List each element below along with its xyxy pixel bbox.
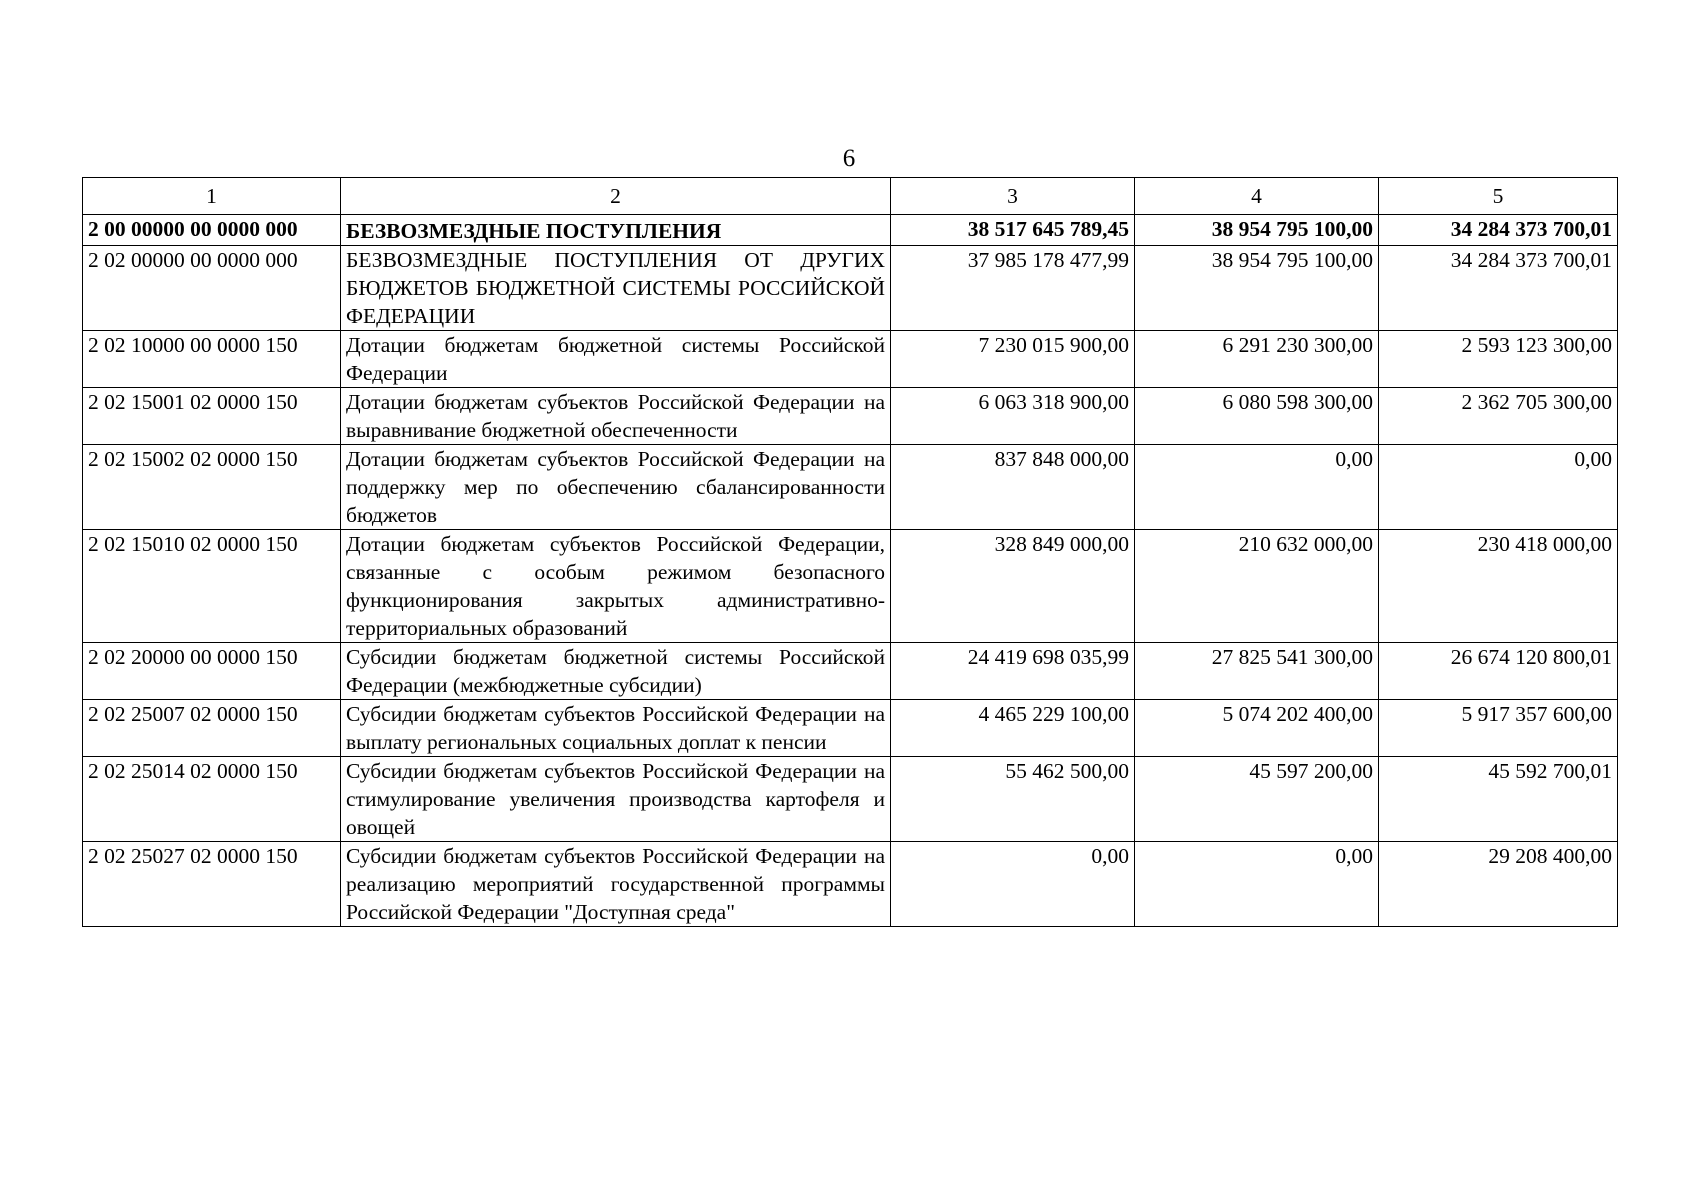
- amount-col-3: 37 985 178 477,99: [891, 246, 1135, 331]
- header-col-2: 2: [341, 178, 891, 215]
- amount-col-3: 24 419 698 035,99: [891, 643, 1135, 700]
- header-col-1: 1: [83, 178, 341, 215]
- amount-col-5: 230 418 000,00: [1379, 530, 1618, 643]
- amount-col-3: 6 063 318 900,00: [891, 388, 1135, 445]
- table-row: [83, 246, 1618, 331]
- item-name: БЕЗВОЗМЕЗДНЫЕ ПОСТУПЛЕНИЯ: [341, 215, 891, 246]
- header-col-4: 4: [1135, 178, 1379, 215]
- amount-col-4: 38 954 795 100,00: [1135, 215, 1379, 246]
- budget-code: 2 02 25014 02 0000 150: [83, 757, 341, 842]
- amount-col-5: 29 208 400,00: [1379, 842, 1618, 927]
- table-row: [83, 388, 1618, 445]
- budget-code: 2 02 15010 02 0000 150: [83, 530, 341, 643]
- amount-col-4: 6 291 230 300,00: [1135, 331, 1379, 388]
- amount-col-4: 6 080 598 300,00: [1135, 388, 1379, 445]
- item-name: Субсидии бюджетам субъектов Российской Федерации на стимулирование увеличения производства картофеля и овощей: [341, 757, 891, 842]
- table-row: [83, 331, 1618, 388]
- item-name: Дотации бюджетам субъектов Российской Федерации, связанные с особым режимом безопасного функционирования закрытых административно-территориальных образований: [341, 530, 891, 643]
- amount-col-4: 0,00: [1135, 445, 1379, 530]
- amount-col-3: 0,00: [891, 842, 1135, 927]
- amount-col-5: 34 284 373 700,01: [1379, 215, 1618, 246]
- budget-code: 2 02 15002 02 0000 150: [83, 445, 341, 530]
- amount-col-5: 0,00: [1379, 445, 1618, 530]
- amount-col-4: 210 632 000,00: [1135, 530, 1379, 643]
- budget-revenue-table: [82, 177, 1618, 927]
- item-name: Субсидии бюджетам субъектов Российской Федерации на выплату региональных социальных доплат к пенсии: [341, 700, 891, 757]
- table-header-row: [83, 178, 1618, 215]
- amount-col-5: 2 593 123 300,00: [1379, 331, 1618, 388]
- amount-col-3: 837 848 000,00: [891, 445, 1135, 530]
- amount-col-3: 38 517 645 789,45: [891, 215, 1135, 246]
- amount-col-4: 0,00: [1135, 842, 1379, 927]
- item-name: Дотации бюджетам субъектов Российской Федерации на поддержку мер по обеспечению сбалансированности бюджетов: [341, 445, 891, 530]
- budget-code: 2 02 10000 00 0000 150: [83, 331, 341, 388]
- amount-col-3: 328 849 000,00: [891, 530, 1135, 643]
- budget-code: 2 02 15001 02 0000 150: [83, 388, 341, 445]
- amount-col-5: 5 917 357 600,00: [1379, 700, 1618, 757]
- amount-col-5: 2 362 705 300,00: [1379, 388, 1618, 445]
- budget-code: 2 00 00000 00 0000 000: [83, 215, 341, 246]
- amount-col-4: 38 954 795 100,00: [1135, 246, 1379, 331]
- table-row: [83, 757, 1618, 842]
- budget-code: 2 02 00000 00 0000 000: [83, 246, 341, 331]
- item-name: Субсидии бюджетам бюджетной системы Российской Федерации (межбюджетные субсидии): [341, 643, 891, 700]
- amount-col-5: 34 284 373 700,01: [1379, 246, 1618, 331]
- amount-col-4: 45 597 200,00: [1135, 757, 1379, 842]
- budget-code: 2 02 20000 00 0000 150: [83, 643, 341, 700]
- page-number: 6: [842, 145, 856, 172]
- item-name: БЕЗВОЗМЕЗДНЫЕ ПОСТУПЛЕНИЯ ОТ ДРУГИХ БЮДЖЕТОВ БЮДЖЕТНОЙ СИСТЕМЫ РОССИЙСКОЙ ФЕДЕРАЦИИ: [341, 246, 891, 331]
- amount-col-5: 26 674 120 800,01: [1379, 643, 1618, 700]
- amount-col-3: 4 465 229 100,00: [891, 700, 1135, 757]
- table-row: [83, 215, 1618, 246]
- item-name: Дотации бюджетам бюджетной системы Российской Федерации: [341, 331, 891, 388]
- table-row: [83, 643, 1618, 700]
- table-row: [83, 700, 1618, 757]
- amount-col-4: 5 074 202 400,00: [1135, 700, 1379, 757]
- item-name: Субсидии бюджетам субъектов Российской Федерации на реализацию мероприятий государственной программы Российской Федерации "Доступная среда": [341, 842, 891, 927]
- budget-code: 2 02 25027 02 0000 150: [83, 842, 341, 927]
- item-name: Дотации бюджетам субъектов Российской Федерации на выравнивание бюджетной обеспеченности: [341, 388, 891, 445]
- table-row: [83, 842, 1618, 927]
- table-row: [83, 445, 1618, 530]
- amount-col-3: 7 230 015 900,00: [891, 331, 1135, 388]
- header-col-5: 5: [1379, 178, 1618, 215]
- header-col-3: 3: [891, 178, 1135, 215]
- amount-col-5: 45 592 700,01: [1379, 757, 1618, 842]
- amount-col-4: 27 825 541 300,00: [1135, 643, 1379, 700]
- amount-col-3: 55 462 500,00: [891, 757, 1135, 842]
- budget-code: 2 02 25007 02 0000 150: [83, 700, 341, 757]
- table-row: [83, 530, 1618, 643]
